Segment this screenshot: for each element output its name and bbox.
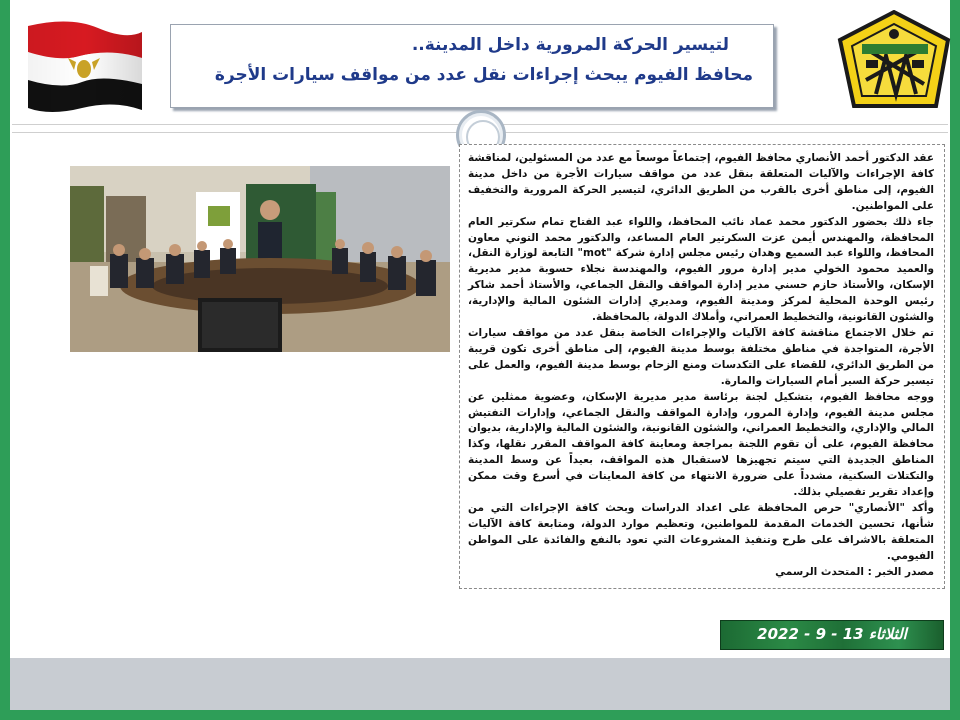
date-bar (720, 620, 944, 650)
article-paragraph: تم خلال الاجتماع مناقشة كافة الآليات والإجراءات الخاصة بنقل عدد من مواقف سيارات الأجرة، المتواجدة في مناطق مختلفة بوسط مدينة الفيوم، إلى مناطق أخرى تكون قريبة من الطريق الدائري، للقضاء على التكدسات ومنع الزحام بوسط مدينة الفيوم، والعمل على تيسير حركة السير أمام السيارات والمارة. (468, 326, 934, 387)
frame-bottom (0, 710, 960, 720)
date-label: الثلاثاء 13 - 9 - 2022 (757, 625, 907, 643)
news-source: مصدر الخبر : المتحدث الرسمي (775, 565, 934, 578)
bottom-panel (10, 658, 950, 710)
title-box (170, 24, 774, 108)
article-paragraph: وأكد "الأنصاري" حرص المحافظة على اعداد الدراسات وبحث كافة الإجراءات التي من شأنها، تحسين الخدمات المقدمة للمواطنين، وتعظيم موارد الدولة، ومتابعة كافة الآليات المتعلقة بالاشراف على طرح وتنفيذ المشروعات التي تعود بالنفع والفائدة على المواطن الفيومي. (468, 501, 934, 562)
article-box (459, 144, 945, 589)
article-paragraph: عقد الدكتور أحمد الأنصاري محافظ الفيوم، إجتماعاً موسعاً مع عدد من المسئولين، لمناقشة كافة الإجراءات والآليات المتعلقة بنقل عدد من مواقف سيارات الأجرة من داخل مدينة الفيوم، إلى مناطق أخرى بالقرب من الطريق الدائري، لتيسير الحركة المرورية والتخفيف على المواطنين. (468, 152, 934, 212)
governorate-logo-icon (836, 10, 954, 114)
title-line-1: لتيسير الحركة المرورية داخل المدينة.. (411, 35, 729, 55)
egypt-flag-icon (10, 18, 145, 118)
meeting-photo (70, 166, 450, 352)
frame-left (0, 0, 10, 720)
article-paragraph: ووجه محافظ الفيوم، بتشكيل لجنة برئاسة مدير مديرية الإسكان، وعضوية ممثلين عن مجلس مدينة الفيوم، وإدارة المرور، وإدارة المواقف والنقل الجماعي، وإدارات التفتيش المالي والإداري، والتخطيط العمراني، والشئون القانونية، والشئون المالية والإدارية، بديوان محافظة الفيوم، على أن تقوم اللجنة بمراجعة ومعاينة كافة المواقف المقرر نقلها، وكذا المناطق الجديدة التي سيتم تجهيزها لاستقبال هذه المواقف، بعيداً عن وسط المدينة والتكتلات السكنية، مشدداً على ضرورة الانتهاء من كافة المعاينات في أسرع وقت ممكن وإعداد تقرير تفصيلي بذلك. (468, 390, 934, 499)
title-line-2: محافظ الفيوم يبحث إجراءات نقل عدد من مواقف سيارات الأجرة (214, 65, 753, 85)
article-text (468, 151, 934, 580)
article-paragraph: جاء ذلك بحضور الدكتور محمد عماد نائب المحافظ، واللواء عبد الفتاح تمام سكرتير العام المحافظة، والمهندس أيمن عزت السكرتير العام المساعد، والدكتور محمد التوني معاون المحافظ، واللواء عبد السميع وهدان رئيس مجلس إدارة شركة "mot" التابعة لوزارة النقل، والعميد محمود الخولي مدير إدارة مرور الفيوم، والمهندسة نجلاء حسوبة مدير مديرية الإسكان، والأستاذ حازم حسني مدير إدارة المواقف والنقل الجماعي، والأستاذ أحمد شاكر رئيس الوحدة المحلية لمركز ومدينة الفيوم، ومديري إدارات الشئون المالية والإدارية، والشئون القانونية، والتخطيط العمراني، وأملاك الدولة، بالمحافظة. (468, 215, 934, 324)
